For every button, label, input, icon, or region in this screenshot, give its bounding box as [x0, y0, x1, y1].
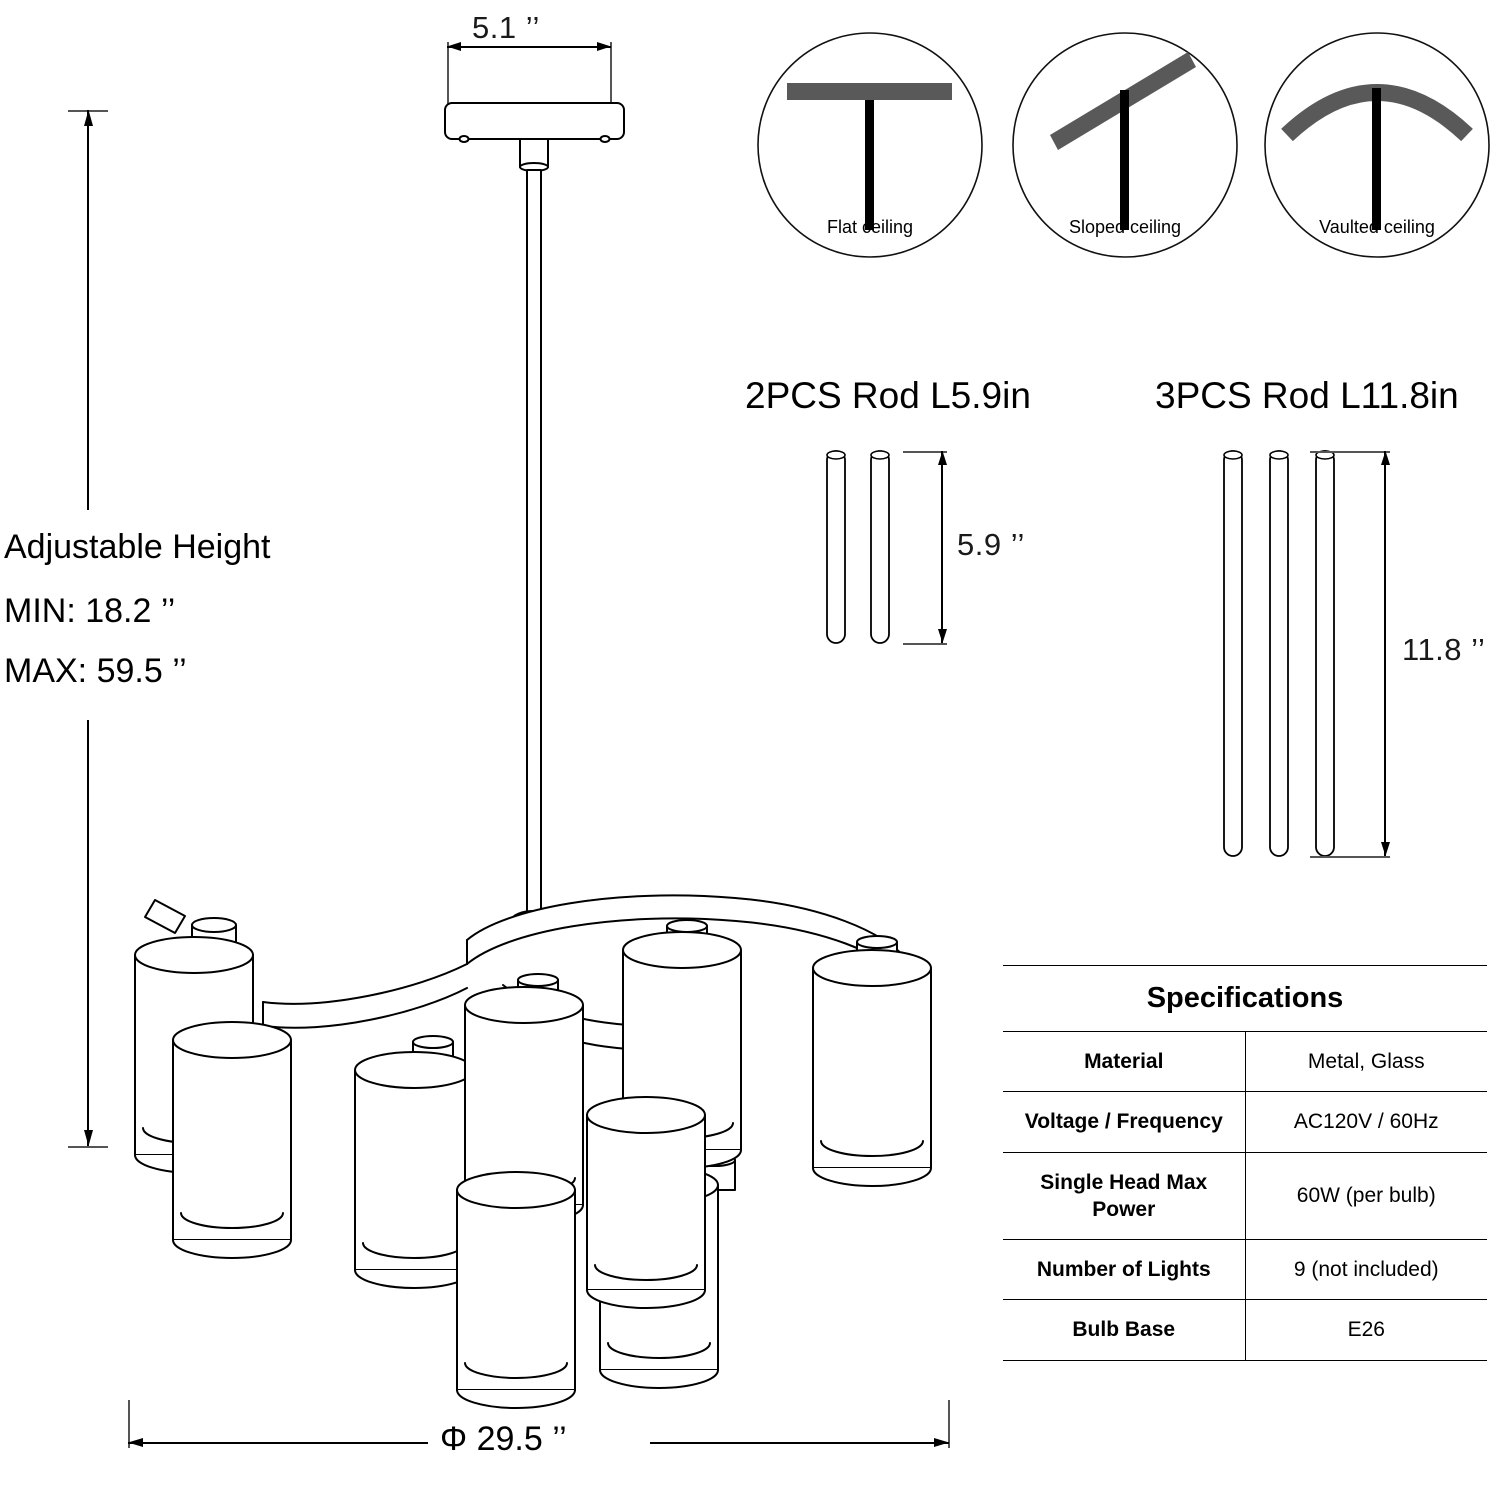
flat-ceiling-caption: Flat ceiling — [826, 217, 914, 237]
canopy-dim-arrows — [447, 37, 617, 57]
sloped-ceiling-caption: Sloped ceiling — [1068, 217, 1182, 237]
spec-table — [1003, 965, 1487, 1361]
height-max-label: MAX: 59.5 ’’ — [4, 652, 187, 690]
spec-value-power: 60W (per bulb) — [1245, 1152, 1487, 1240]
vaulted-ceiling-caption: Vaulted ceiling — [1319, 217, 1435, 237]
rod-long-title: 3PCS Rod L11.8in — [1155, 375, 1459, 416]
table-row — [1003, 1240, 1487, 1300]
rod-group-long — [1155, 375, 1495, 895]
rod-long-dim-arrows — [1376, 447, 1396, 862]
ceiling-type-vaulted — [1262, 30, 1492, 260]
canopy-width-label: 5.1 ’’ — [472, 10, 540, 45]
spec-value-base: E26 — [1245, 1300, 1487, 1360]
rod-short-title: 2PCS Rod L5.9in — [745, 375, 1031, 416]
rod-long-length-label: 11.8 ’’ — [1402, 632, 1486, 667]
table-row — [1003, 1300, 1487, 1360]
adjustable-height-title: Adjustable Height — [4, 528, 271, 566]
overall-diameter-label: Φ 29.5 ’’ — [440, 1420, 567, 1458]
table-row — [1003, 1092, 1487, 1152]
spec-key-lights: Number of Lights — [1003, 1240, 1245, 1300]
spec-key-material: Material — [1003, 1032, 1245, 1092]
overall-diameter-dimension — [110, 1400, 970, 1480]
chandelier-svg — [95, 80, 995, 1420]
rod-long-dimension — [1340, 447, 1500, 862]
spec-key-base: Bulb Base — [1003, 1300, 1245, 1360]
canopy-width-dimension — [447, 12, 617, 72]
spec-key-power: Single Head Max Power — [1003, 1152, 1245, 1240]
table-row — [1003, 1032, 1487, 1092]
rod-short-length-label: 5.9 ’’ — [957, 527, 1025, 562]
spec-title: Specifications — [1003, 966, 1487, 1032]
spec-title-row — [1003, 966, 1487, 1032]
spec-key-voltage: Voltage / Frequency — [1003, 1092, 1245, 1152]
chandelier-illustration — [95, 80, 995, 1420]
ceiling-type-sloped — [1010, 30, 1240, 260]
spec-value-material: Metal, Glass — [1245, 1032, 1487, 1092]
height-min-label: MIN: 18.2 ’’ — [4, 592, 176, 630]
spec-value-lights: 9 (not included) — [1245, 1240, 1487, 1300]
table-row — [1003, 1152, 1487, 1240]
spec-value-voltage: AC120V / 60Hz — [1245, 1092, 1487, 1152]
specifications-table — [1003, 965, 1487, 1361]
